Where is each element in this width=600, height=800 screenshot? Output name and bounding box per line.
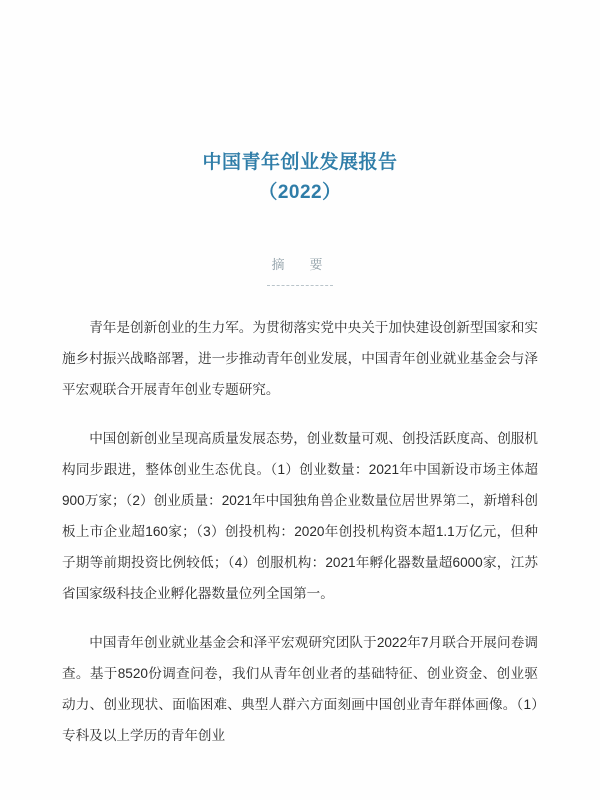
abstract-heading: 摘 要 <box>271 257 329 272</box>
paragraph: 中国青年创业就业基金会和泽平宏观研究团队于2022年7月联合开展问卷调查。基于8520份调查问卷，我们从青年创业者的基础特征、创业资金、创业驱动力、创业现状、面临困难、典型人群六方面刻画中国创业青年群体画像。（1）专科及以上学历的青年创业 <box>62 635 538 743</box>
abstract-body <box>62 312 538 751</box>
page-title: 中国青年创业发展报告 <box>202 152 398 173</box>
paragraph: 中国创新创业呈现高质量发展态势，创业数量可观、创投活跃度高、创服机构同步跟进，整体创业生态优良。（1）创业数量：2021年中国新设市场主体超900万家；（2）创业质量：2021年中国独角兽企业数量位居世界第二，新增科创板上市企业超160家；（3）创投机构：2020年创投机构资本超1.1万亿元，但种子期等前期投资比例较低；（4）创服机构：2021年孵化器数量超6000家，江苏省国家级科技企业孵化器数量位列全国第一。 <box>62 431 538 601</box>
abstract-divider <box>267 285 333 286</box>
paragraph: 青年是创新创业的生力军。为贯彻落实党中央关于加快建设创新型国家和实施乡村振兴战略部署，进一步推动青年创业发展，中国青年创业就业基金会与泽平宏观联合开展青年创业专题研究。 <box>62 320 538 397</box>
page-subtitle: （2022） <box>258 182 342 203</box>
title-block <box>62 0 538 208</box>
